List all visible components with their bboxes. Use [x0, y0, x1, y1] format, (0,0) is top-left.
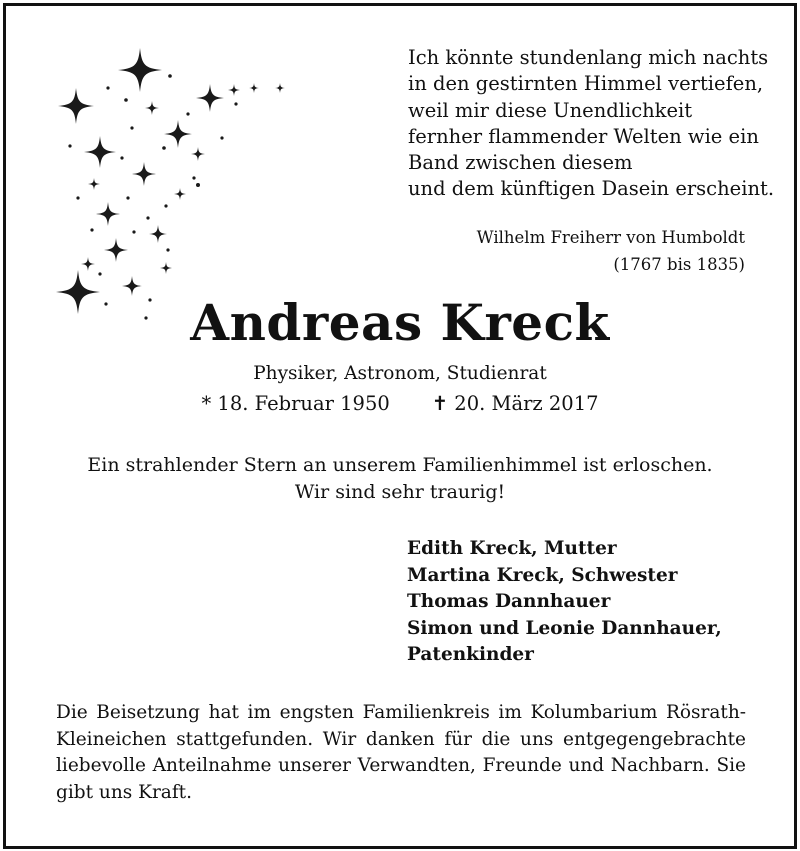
- tribute-text: [0, 452, 800, 506]
- mourner-entry: Simon und Leonie Dannhauer,: [407, 617, 722, 639]
- quote-line: Band zwischen diesem: [408, 151, 633, 175]
- mourners-list: [407, 536, 722, 669]
- tribute-line: Ein strahlender Stern an unserem Familienhimmel ist erloschen.: [87, 454, 713, 476]
- deceased-name: Andreas Kreck: [190, 293, 610, 352]
- quote-line: weil mir diese Unendlichkeit: [408, 98, 693, 122]
- quote-line: fernher flammender Welten wie ein: [408, 124, 759, 148]
- deceased-profession: Physiker, Astronom, Studienrat: [253, 363, 547, 384]
- mourner-entry: Edith Kreck, Mutter: [407, 538, 617, 559]
- life-dates: [0, 392, 800, 415]
- quote-line: in den gestirnten Himmel vertiefen,: [408, 72, 764, 96]
- death-date: ✝ 20. März 2017: [431, 392, 599, 415]
- mourner-entry: Thomas Dannhauer: [407, 591, 611, 612]
- quote-line: Ich könnte stundenlang mich nachts: [408, 46, 769, 69]
- mourner-entry: Martina Kreck, Schwester: [407, 564, 678, 586]
- tribute-line: Wir sind sehr traurig!: [294, 481, 506, 503]
- quote-author-years: (1767 bis 1835): [613, 255, 745, 274]
- birth-date: * 18. Februar 1950: [201, 392, 390, 415]
- poem-quote: [408, 45, 775, 203]
- closing-paragraph: Die Beisetzung hat im engsten Familienkreis im Kolumbarium Rösrath-Kleineichen stattgefunden. Wir danken für die uns entgegengebrachte liebevolle Anteilnahme unserer Verwandten, Freunde und Nachbarn. Sie gibt uns Kraft.: [56, 702, 746, 803]
- quote-line: und dem künftigen Dasein erscheint.: [408, 177, 775, 201]
- quote-attribution: [477, 224, 745, 278]
- quote-author: Wilhelm Freiherr von Humboldt: [476, 228, 745, 247]
- mourner-entry: Patenkinder: [407, 644, 534, 665]
